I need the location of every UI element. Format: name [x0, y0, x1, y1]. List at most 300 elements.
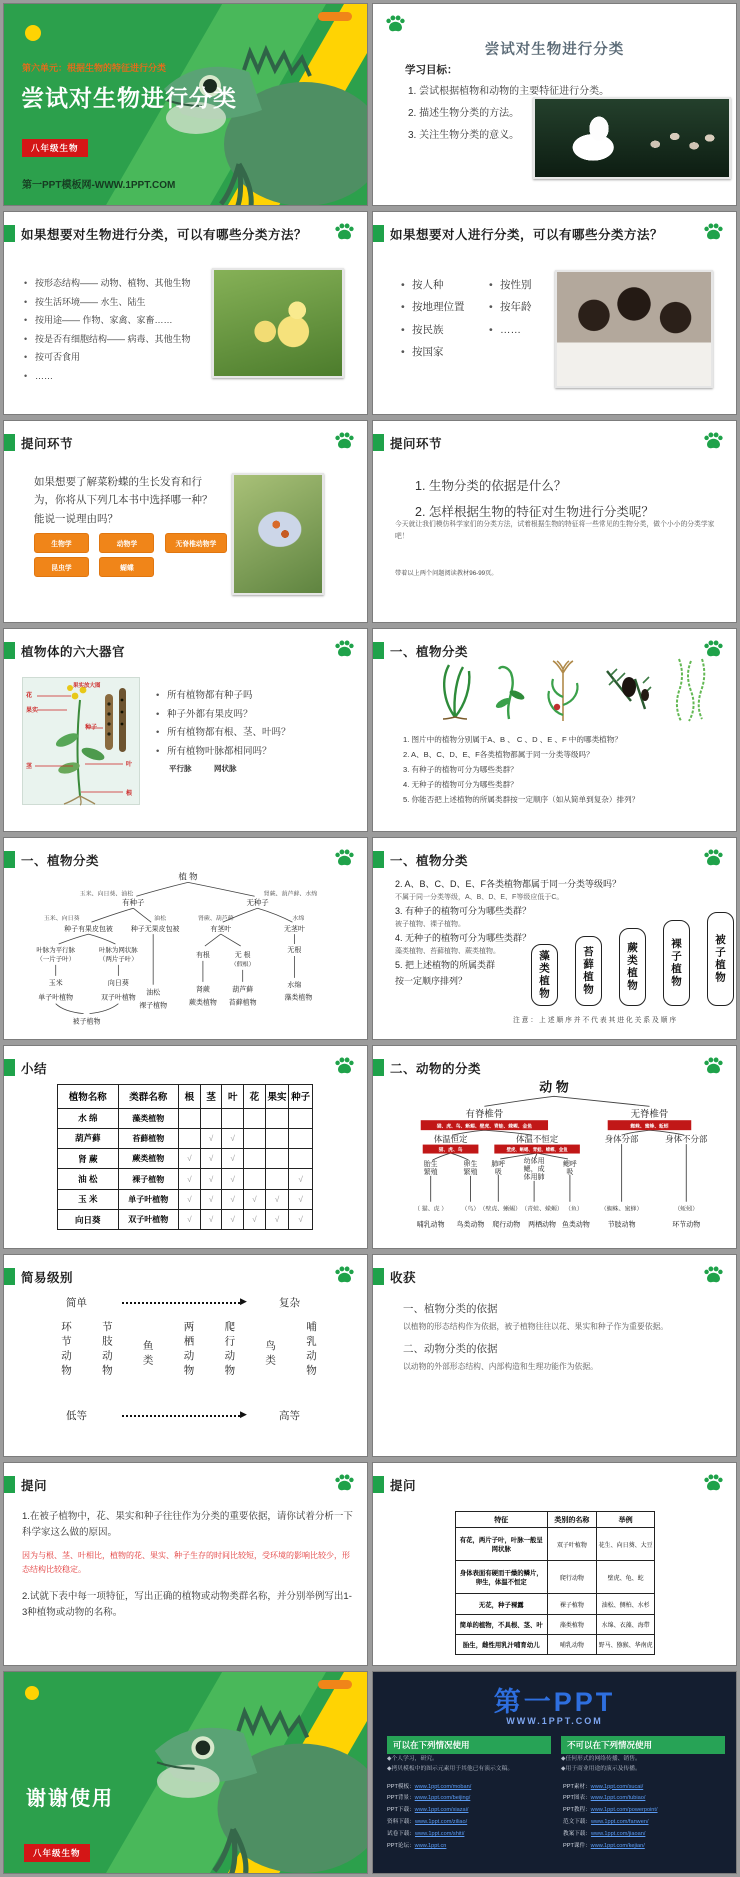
organ-question: • 所有植物都有种子吗	[156, 687, 356, 706]
trait-label: 吸	[566, 1169, 574, 1177]
feature-table	[455, 1511, 655, 1655]
footer-link[interactable]: www.1ppt.com/powerpoint/	[590, 1807, 658, 1814]
footer-link[interactable]: www.1ppt.com/jiaoan/	[590, 1830, 646, 1837]
tree-node: 植 物	[178, 871, 198, 882]
book-option-button[interactable]: 无脊椎动物学	[165, 533, 227, 553]
footnote: 带着以上两个问题阅读教材96-99页。	[395, 569, 498, 577]
tree-node: 种子有果皮包被	[64, 925, 113, 933]
plant-question: 5. 你能否把上述植物的所属类群按一定顺序（如从简单到复杂）排列？	[403, 794, 640, 804]
class-label: 哺乳动物	[416, 1221, 445, 1229]
dotted-arrow-line	[122, 1415, 240, 1417]
slide-title: 收获	[390, 1270, 417, 1285]
footer-link-row	[387, 1795, 549, 1803]
green-accent-square	[4, 1476, 15, 1493]
slide-11-summary-table	[3, 1045, 368, 1248]
tree-node: 叶脉为网状脉	[99, 946, 138, 954]
question-1: 1. 生物分类的依据是什么？	[415, 478, 567, 493]
yellow-dot	[25, 1686, 39, 1700]
tree-note: 玉米、向日葵、油松	[79, 891, 134, 898]
paw-icon	[703, 639, 724, 658]
footer-link[interactable]: www.1ppt.com/kejian/	[590, 1842, 645, 1849]
table-row: 胎生，雌性用乳汁哺育幼儿 哺乳动物 野马、猕猴、华南虎	[456, 1634, 655, 1654]
footer-link-row	[563, 1819, 725, 1827]
col-header: 种子	[289, 1085, 313, 1108]
paw-icon	[703, 1056, 724, 1075]
footer-link-row	[563, 1843, 725, 1851]
tree-class: 被子植物	[72, 1018, 101, 1026]
people-method: • 按地理位置	[401, 296, 481, 318]
link-label: 范文下载：	[563, 1819, 591, 1826]
green-accent-square	[373, 434, 384, 451]
banner-examples: 猫、虎、鸟	[438, 1148, 463, 1154]
links-block	[387, 1784, 725, 1851]
qa-question: 5. 把上述植物的所属类群	[395, 959, 496, 970]
trait-label: 体用肺	[523, 1174, 545, 1182]
tree-node: 有茎叶	[210, 925, 232, 933]
tree-note: 水绵	[292, 915, 305, 922]
slide-title: 一、植物分类	[390, 853, 469, 868]
slide-4-methods-people	[372, 211, 737, 414]
banner-examples: 蜘蛛、蜜蜂、蚯蚓	[630, 1124, 669, 1130]
plant-question: 1. 图片中的植物分别属于A、B 、 C 、D 、E 、F 中的哪类植物？	[403, 735, 622, 745]
usage-forbidden-item: ◆任何形式的网络传播、销售。	[561, 1755, 641, 1762]
green-accent-square	[4, 1268, 15, 1285]
animal-group: 爬行动物	[223, 1320, 236, 1379]
table-row: 无花，种子裸露 裸子植物 油松、侧柏、水杉	[456, 1594, 655, 1614]
trait-label: 鳃，成	[523, 1166, 545, 1174]
book-option-button[interactable]: 昆虫学	[34, 557, 89, 577]
slide-title: 二、动物的分类	[390, 1062, 482, 1077]
plant-group-box: 苔藓植物	[575, 936, 602, 1006]
people-method: • 按国家	[401, 341, 481, 363]
organ-question: • 所有植物都有根、茎、叶吗？	[156, 724, 356, 743]
vein-type: 网状脉	[214, 764, 237, 774]
plant-question: 2. A、B、C、D、E、F各类植物都属于同一分类等级吗？	[403, 750, 594, 760]
diagram-node: 有脊椎骨	[465, 1109, 504, 1121]
cover-title: 尝试对生物进行分类	[21, 85, 237, 111]
takeaway-text: 以动物的外部形态结构、内部构造和生理功能作为依据。	[403, 1361, 598, 1371]
orange-bar	[318, 12, 352, 21]
tree-node: 无茎叶	[283, 925, 305, 933]
organ-question: • 种子外都有果皮吗？	[156, 706, 356, 725]
footer-link[interactable]: www.1ppt.com/fanwen/	[590, 1819, 649, 1826]
method-item: • 按是否有细胞结构—— 病毒、其他生物	[24, 330, 214, 348]
slide-1-cover	[3, 3, 368, 206]
tree-note: 油松	[154, 915, 167, 922]
paw-icon	[703, 1265, 724, 1284]
table-row: 玉 米 单子叶植物 √ √ √ √ √ √	[58, 1189, 313, 1209]
organ-label: 花	[26, 693, 33, 700]
col-header: 根	[179, 1085, 201, 1108]
col-header: 特征	[456, 1512, 548, 1528]
organ-label: 种子	[85, 725, 98, 732]
tree-node: （假根）	[230, 961, 255, 968]
footer-link-row	[387, 1784, 549, 1792]
footer-link-row	[387, 1831, 549, 1839]
lizard-photo	[134, 1672, 368, 1874]
note-text: 今天就让我们模仿科学家们的分类方法，试着根据生物的特征将一些常见的生物分类，做个小小的分类学家吧！	[395, 520, 715, 541]
paw-icon	[334, 431, 355, 450]
tree-node: 叶脉为平行脉	[36, 946, 76, 954]
usage-forbidden-header: 不可以在下列情况使用	[561, 1736, 725, 1754]
plant-illustration	[23, 678, 141, 806]
slide-18-footer	[372, 1671, 737, 1874]
tree-class: 双子叶植物	[100, 994, 136, 1002]
objective-item: 1. 尝试根据植物和动物的主要特征进行分类。	[408, 86, 610, 97]
arrow-right-icon: ▶	[240, 1408, 247, 1419]
col-header: 类别的名称	[547, 1512, 597, 1528]
table-row: 肾 蕨 蕨类植物 √ √ √	[58, 1149, 313, 1169]
footer-link[interactable]: www.1ppt.com/tubiao/	[590, 1795, 646, 1802]
tree-leaf: 肾蕨	[195, 986, 210, 994]
tree-class: 藻类植物	[284, 994, 313, 1002]
slide-title: 小结	[21, 1062, 48, 1077]
col-header: 茎	[200, 1085, 222, 1108]
animal-group: 两栖动物	[182, 1320, 195, 1379]
paw-icon	[703, 222, 724, 241]
qa-answer: 不属于同一分类等级，A、B、D、E、F等级应低于C。	[395, 893, 564, 901]
slide-title: 提问	[390, 1479, 417, 1494]
slide-title: 如果想要对生物进行分类，可以有哪些分类方法？	[21, 228, 308, 243]
footer-link[interactable]: www.1ppt.cn	[414, 1842, 447, 1849]
paw-icon	[385, 14, 406, 33]
col-header: 果实	[265, 1085, 289, 1108]
footer-link[interactable]: www.1ppt.com/moban/	[414, 1783, 472, 1790]
slide-title: 植物体的六大器官	[21, 645, 126, 660]
qa-answer: 被子植物、裸子植物。	[395, 920, 465, 928]
class-label: 鱼类动物	[561, 1221, 590, 1229]
green-accent-square	[4, 225, 15, 242]
scale-label-simple: 简单	[66, 1296, 87, 1309]
book-option-button[interactable]: 生物学	[34, 533, 89, 553]
tree-leaf: 向日葵	[107, 979, 129, 987]
example-label: （蜘蛛、蜜蜂）	[600, 1206, 643, 1213]
tree-leaf: 玉米	[48, 979, 63, 987]
link-label: PPT图表：	[563, 1795, 591, 1802]
trait-label: 吸	[494, 1169, 502, 1177]
class-label: 鸟类动物	[456, 1221, 485, 1229]
arrow-right-icon: ▶	[240, 1295, 247, 1306]
tree-node: 无根	[287, 946, 302, 954]
plant-tree-diagram	[4, 864, 366, 1034]
slide-16-feature-table	[372, 1462, 737, 1665]
diagram-node: 无脊椎骨	[630, 1109, 669, 1121]
algae-image	[671, 657, 707, 723]
link-label: PPT背景：	[387, 1795, 415, 1802]
pine-image	[601, 661, 653, 719]
slide-17-thanks	[3, 1671, 368, 1874]
method-item: • ……	[24, 367, 214, 385]
tree-node: 有根	[195, 951, 210, 959]
green-accent-square	[373, 851, 384, 868]
green-accent-square	[373, 642, 384, 659]
grade-badge: 八年级生物	[22, 139, 88, 157]
diagram-node: 体温不恒定	[515, 1134, 559, 1145]
link-label: PPT模板：	[387, 1783, 415, 1790]
footer-link[interactable]: www.1ppt.com/ziliao/	[414, 1819, 468, 1826]
table-row: 油 松 裸子植物 √ √ √ √	[58, 1169, 313, 1189]
book-option-button[interactable]: 蝴蝶	[99, 557, 154, 577]
trait-label: 幼体用	[523, 1158, 545, 1166]
slide-7-plant-organs	[3, 628, 368, 831]
takeaway-text: 以植物的形态结构作为依据，被子植物往往以花、果实和种子作为重要依据。	[403, 1321, 669, 1331]
plant-group-box: 裸子植物	[663, 920, 690, 1006]
banner-examples: 猫、虎、鸟、蜥蜴、壁虎、青蛙、蝾螈、金鱼	[436, 1124, 533, 1130]
tree-class: 单子叶植物	[38, 994, 74, 1002]
organ-label: 茎	[26, 764, 33, 771]
question-paragraph: 2.试就下表中每一项特征，写出正确的植物或动物类群名称，并分别举例写出1-3种植物或动物的名称。	[22, 1591, 352, 1619]
example-label: （鸟）	[461, 1206, 480, 1213]
plant-question: 3. 有种子的植物可分为哪些类群？	[403, 764, 518, 774]
example-label: （蚯蚓）	[674, 1206, 699, 1213]
vein-type: 平行脉	[169, 764, 192, 774]
link-label: PPT素材：	[563, 1783, 591, 1790]
diagram-node: 体温恒定	[433, 1134, 468, 1145]
tree-node: （两片子叶）	[99, 955, 138, 963]
takeaway-heading: 二、动物分类的依据	[403, 1342, 498, 1355]
slide-5-question-books	[3, 420, 368, 623]
tree-leaf: 葫芦藓	[232, 986, 254, 994]
diagram-node: 身体不分部	[665, 1134, 708, 1145]
paw-icon	[334, 1265, 355, 1284]
table-row: 水 绵 藻类植物	[58, 1108, 313, 1128]
logo-1ppt: 第一PPT	[493, 1686, 616, 1717]
tree-note: 肾蕨、葫芦藓	[197, 915, 234, 922]
scale-label-low: 低等	[66, 1409, 87, 1422]
example-label: （青蛙、蝾螈）	[521, 1206, 563, 1213]
paw-icon	[334, 1473, 355, 1492]
trait-label: 胎生	[423, 1161, 438, 1169]
table-row: 身体表面有硬而干燥的鳞片，卵生，体温不恒定 爬行动物 壁虎、龟、蛇	[456, 1561, 655, 1594]
animal-group: 环节动物	[60, 1320, 72, 1379]
question-paragraph: 1.在被子植物中，花、果实和种子往往作为分类的重要依据，请你试着分析一下科学家这么做的原因。	[22, 1511, 353, 1539]
link-label: 资料下载：	[387, 1819, 415, 1826]
slide-15-question-text	[3, 1462, 368, 1665]
tree-note: 肾蕨、葫芦藓、水绵	[263, 891, 318, 898]
plant-question: 4. 无种子的植物可分为哪些类群？	[403, 779, 518, 789]
tree-node: 无 根	[234, 951, 251, 959]
paw-icon	[334, 222, 355, 241]
slide-10-plant-answers	[372, 837, 737, 1040]
corn-image	[541, 655, 585, 723]
green-accent-square	[373, 1268, 384, 1285]
table-row: 向日葵 双子叶植物 √ √ √ √ √ √	[58, 1209, 313, 1229]
people-method: • 按人种	[401, 274, 481, 296]
banner-examples: 壁虎、蜥蜴、青蛙、蝾螈、金鱼	[506, 1147, 568, 1153]
slide-3-methods-organisms	[3, 211, 368, 414]
link-label: PPT论坛：	[387, 1842, 415, 1849]
tree-leaf: 水绵	[287, 981, 302, 989]
slide-2-objectives	[372, 3, 737, 206]
people-method: • 按民族	[401, 319, 481, 341]
table-row: 简单的植物，不具根、茎、叶 藻类植物 水绵、衣藻、海带	[456, 1614, 655, 1634]
green-accent-square	[4, 434, 15, 451]
footer-link[interactable]: www.1ppt.com/xiazai/	[414, 1807, 469, 1814]
animal-group: 鱼类	[141, 1340, 154, 1370]
tree-class: 裸子植物	[139, 1002, 168, 1010]
orange-bar	[318, 1680, 352, 1689]
logo-site-url[interactable]: WWW.1PPT.COM	[506, 1715, 603, 1726]
trait-label: 鳃呼	[562, 1161, 577, 1169]
trait-label: 繁殖	[423, 1169, 438, 1177]
plant-group-box: 藻类植物	[531, 944, 558, 1006]
class-label: 环节动物	[672, 1221, 701, 1229]
col-header: 类群名称	[118, 1085, 179, 1108]
diagram-node: 身体分部	[604, 1134, 639, 1145]
usage-allowed-item: ◆拷贝模板中的图示元素用于其他已有演示文稿。	[387, 1765, 514, 1772]
slide-title: 尝试对生物进行分类	[484, 42, 625, 58]
usage-allowed-header: 可以在下列情况使用	[387, 1736, 551, 1754]
tree-class: 苔藓植物	[228, 999, 257, 1007]
answer-paragraph: 因为与根、茎、叶相比，植物的花、果实、种子生存的时间比较短，受环境的影响比较少，形态结构比较稳定。	[22, 1551, 350, 1575]
order-note: 注 意 ： 上 述 顺 序 并 不 代 表 其 进 化 关 系 及 顺 序	[513, 1016, 677, 1024]
qa-question: 3. 有种子的植物可分为哪些类群？	[395, 905, 532, 916]
footer-link-row	[387, 1807, 549, 1815]
slide-12-animal-classification	[372, 1045, 737, 1248]
butterfly-photo	[232, 473, 324, 595]
green-accent-square	[373, 225, 384, 242]
animal-group: 鸟类	[264, 1340, 277, 1370]
trait-label: 繁殖	[463, 1169, 478, 1177]
col-header: 举例	[597, 1512, 655, 1528]
link-label: 试卷下载：	[387, 1830, 415, 1837]
example-label: （鱼）	[564, 1206, 583, 1213]
people-method: • ……	[489, 319, 559, 341]
slide-title: 提问环节	[390, 436, 443, 451]
method-item: • 按生活环境—— 水生、陆生	[24, 293, 214, 311]
chicks-photo	[212, 268, 344, 378]
dotted-arrow-line	[122, 1302, 240, 1304]
tree-node: （一片子叶）	[36, 955, 76, 963]
footer-link-row	[563, 1784, 725, 1792]
paw-icon	[703, 1473, 724, 1492]
usage-forbidden-item: ◆用于商业用途的演示及传播。	[561, 1765, 641, 1772]
link-label: PPT下载：	[387, 1807, 415, 1814]
slide-title: 一、植物分类	[390, 645, 469, 660]
slide-14-takeaways	[372, 1254, 737, 1457]
table-row: 葫芦藓 苔藓植物 √ √	[58, 1128, 313, 1148]
class-label: 节肢动物	[607, 1221, 636, 1229]
women-photo	[555, 270, 713, 388]
tree-class: 蕨类植物	[188, 999, 217, 1007]
footer-link-row	[387, 1819, 549, 1827]
scale-label-high: 高等	[279, 1409, 300, 1422]
plant-group-box: 被子植物	[707, 912, 734, 1006]
organ-label: 叶	[126, 762, 133, 769]
link-label: PPT课件：	[563, 1842, 591, 1849]
diagram-root: 动 物	[539, 1079, 569, 1095]
slide-title: 提问	[21, 1479, 48, 1494]
tree-node: 种子无果皮包被	[130, 925, 180, 933]
footer-link-row	[563, 1831, 725, 1839]
paw-icon	[334, 639, 355, 658]
footer-link[interactable]: www.1ppt.com/shiti/	[414, 1830, 465, 1837]
footer-link-row	[563, 1795, 725, 1803]
class-label: 爬行动物	[492, 1221, 521, 1229]
people-method: • 按性别	[489, 274, 559, 296]
paw-icon	[703, 848, 724, 867]
paw-icon	[334, 1056, 355, 1075]
question-text: 如果想要了解菜粉蝶的生长发育和行为，你将从下列几本书中选择哪一种？能说一说理由吗？	[34, 475, 213, 525]
slide-title: 简易级别	[21, 1270, 74, 1285]
qa-question: 按一定顺序排列？	[395, 975, 468, 986]
qa-question: 4. 无种子的植物可分为哪些类群？	[395, 932, 532, 943]
book-option-button[interactable]: 动物学	[99, 533, 154, 553]
slide-8-plant-classification-q	[372, 628, 737, 831]
method-item: • 按用途—— 作物、家禽、家畜……	[24, 311, 214, 329]
link-label: 教案下载：	[563, 1830, 591, 1837]
col-header: 花	[244, 1085, 266, 1108]
tree-leaf: 油松	[146, 989, 161, 997]
sprout-image	[491, 659, 527, 721]
tree-note: 玉米、向日葵	[43, 915, 80, 922]
organ-question: • 所有植物叶脉都相同吗？	[156, 743, 356, 762]
question-2: 2. 怎样根据生物的特征对生物进行分类呢？	[415, 504, 654, 519]
swan-photo	[533, 97, 731, 179]
organ-label: 果实	[26, 708, 39, 715]
organ-label: 果实放大图	[73, 683, 101, 690]
objective-item: 2. 描述生物分类的方法。	[408, 108, 520, 119]
footer-link-row	[563, 1807, 725, 1815]
footer-link[interactable]: www.1ppt.com/sucai/	[590, 1783, 644, 1790]
qa-answer: 藻类植物、苔藓植物、蕨类植物。	[395, 947, 500, 955]
tree-node: 无种子	[246, 898, 269, 908]
example-label: （壁虎、蜥蜴）	[479, 1206, 522, 1213]
tree-node: 有种子	[122, 898, 145, 908]
animal-tree-diagram	[373, 1074, 735, 1242]
thanks-title: 谢谢使用	[26, 1787, 114, 1810]
example-label: （ 猫、虎 ）	[414, 1206, 448, 1213]
trait-label: 卵生	[463, 1161, 478, 1169]
green-accent-square	[373, 1476, 384, 1493]
animal-group: 哺乳动物	[304, 1320, 317, 1379]
green-accent-square	[4, 642, 15, 659]
green-accent-square	[4, 1059, 15, 1076]
scale-label-complex: 复杂	[279, 1296, 300, 1309]
site-credit: 第一PPT模板网-WWW.1PPT.COM	[22, 180, 176, 191]
qa-question: 2. A、B、C、D、E、F各类植物都属于同一分类等级吗？	[395, 878, 622, 889]
class-label: 两栖动物	[528, 1221, 556, 1229]
objective-item: 3. 关注生物分类的意义。	[408, 130, 520, 141]
slide-title: 提问环节	[21, 436, 74, 451]
fern-image	[433, 661, 477, 721]
people-method: • 按年龄	[489, 296, 559, 318]
organ-label: 根	[126, 791, 133, 798]
slide-9-plant-tree	[3, 837, 368, 1040]
method-item: • 按形态结构—— 动物、植物、其他生物	[24, 274, 214, 292]
slide-13-ranking	[3, 1254, 368, 1457]
trait-label: 肺呼	[491, 1161, 506, 1169]
paw-icon	[703, 431, 724, 450]
slide-title: 如果想要对人进行分类，可以有哪些分类方法？	[390, 228, 664, 243]
usage-allowed-item: ◆个人学习，研究。	[387, 1755, 438, 1762]
grade-badge: 八年级生物	[24, 1844, 90, 1862]
col-header: 植物名称	[58, 1085, 119, 1108]
plant-diagram	[22, 677, 140, 805]
unit-subtitle: 第六单元：根据生物的特征进行分类	[22, 63, 167, 73]
footer-link-row	[387, 1843, 549, 1851]
summary-table	[57, 1084, 313, 1230]
yellow-dot	[25, 25, 41, 41]
animal-group: 节肢动物	[100, 1320, 113, 1379]
table-row: 有花，两片子叶，叶脉一般呈网状脉 双子叶植物 花生、向日葵、大豆	[456, 1527, 655, 1560]
footer-link[interactable]: www.1ppt.com/beijing/	[414, 1795, 471, 1802]
plant-group-box: 蕨类植物	[619, 928, 646, 1006]
slide-6-question-session	[372, 420, 737, 623]
method-item: • 按可否食用	[24, 348, 214, 366]
slide-title: 一、植物分类	[21, 853, 100, 868]
link-label: PPT教程：	[563, 1807, 591, 1814]
